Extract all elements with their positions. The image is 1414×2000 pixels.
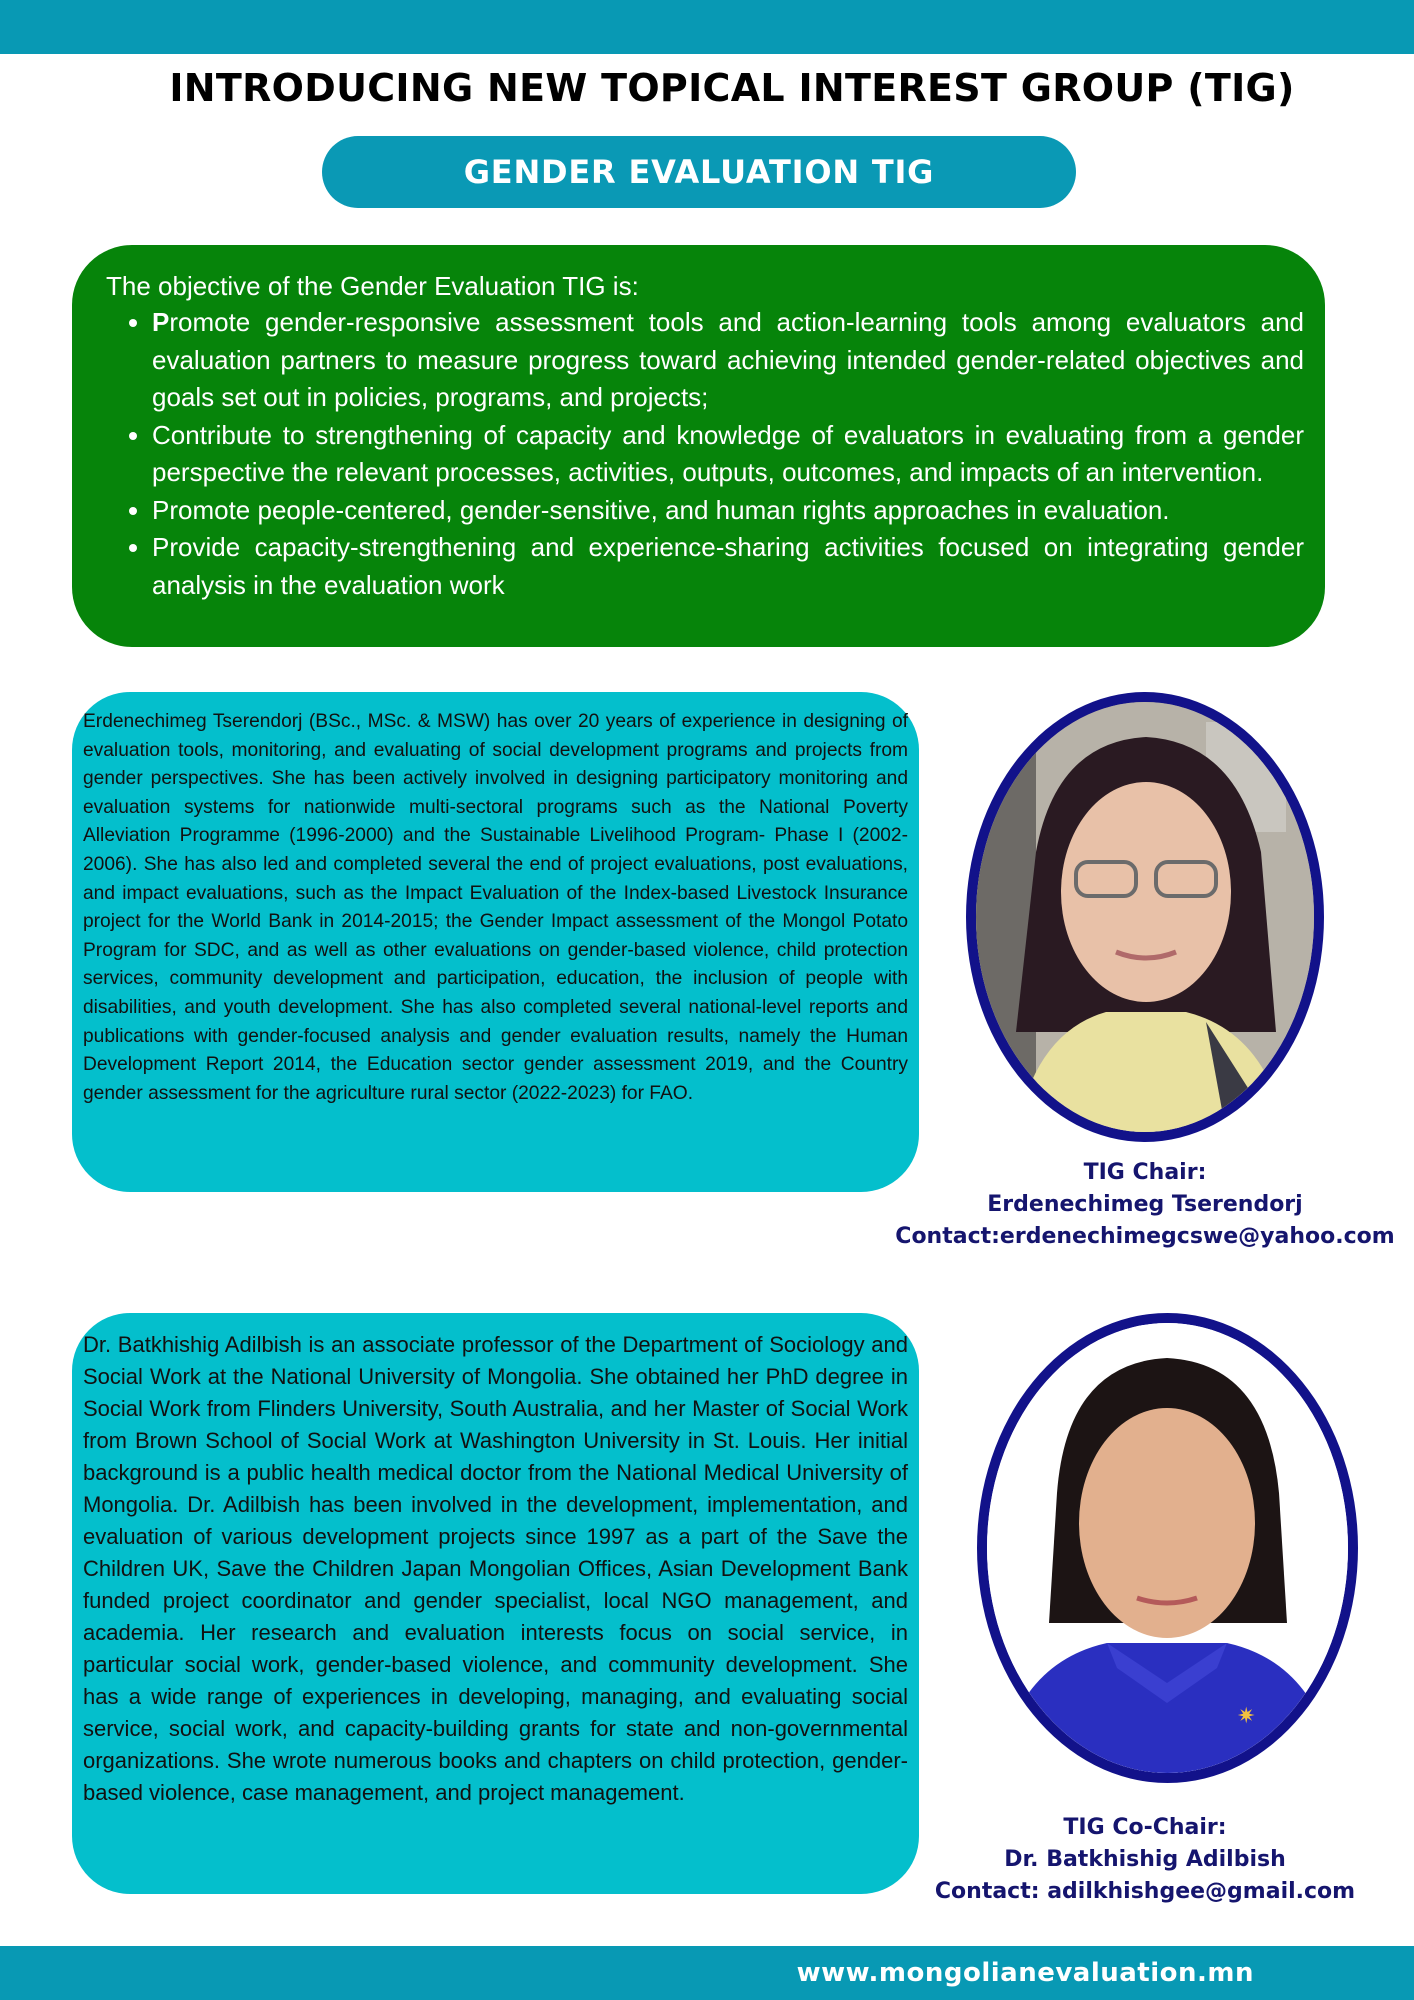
website-link[interactable]: www.mongolianevaluation.mn: [796, 1958, 1254, 1988]
objectives-panel: [72, 245, 1325, 647]
objective-item: [152, 304, 1304, 417]
chair-name: Erdenechimeg Tserendorj: [987, 1192, 1303, 1217]
svg-text:✷: ✷: [1237, 1704, 1256, 1729]
cochair-role: TIG Co-Chair:: [1063, 1815, 1227, 1840]
top-banner: [0, 0, 1414, 54]
cochair-caption: [870, 1812, 1414, 1908]
tig-name-badge: GENDER EVALUATION TIG: [322, 136, 1076, 208]
objective-item: • Promote people-centered, gender-sensitive, and human rights approaches in evaluation.: [152, 492, 1304, 530]
cochair-bio-panel: Dr. Batkhishig Adilbish is an associate professor of the Department of Sociology and Social Work at the National University of Mongolia. She obtained her PhD degree in Social Work from Flinders University, South Australia, and her Master of Social Work from Brown School of Social Work at Washington University in St. Louis. Her initial background is a public health medical doctor from the National Medical University of Mongolia. Dr. Adilbish has been involved in the development, implementation, and evaluation of various development projects since 1997 as a part of the Save the Children UK, Save the Children Japan Mongolian Offices, Asian Development Bank funded project coordinator and gender specialist, local NGO management, and academia. Her research and evaluation interests focus on social service, in particular social work, gender-based violence, and community development. She has a wide range of experiences in developing, managing, and evaluating social service, social work, and capacity-building grants for state and non-governmental organizations. She wrote numerous books and chapters on child protection, gender-based violence, case management, and project management.: [72, 1313, 919, 1894]
page-title: INTRODUCING NEW TOPICAL INTEREST GROUP (TIG): [169, 66, 1295, 110]
cochair-portrait: [977, 1313, 1358, 1783]
objective-text: romote gender-responsive assessment tools and action-learning tools among evaluators and evaluation partners to measure progress toward achieving intended gender-related objectives and goals set out in policies, programs, and projects;: [152, 307, 1304, 412]
objective-item: • Contribute to strengthening of capacity and knowledge of evaluators in evaluating from a gender perspective the relevant processes, activities, outputs, outcomes, and impacts of an intervention.: [152, 417, 1304, 492]
objective-item: • Provide capacity-strengthening and experience-sharing activities focused on integrating gender analysis in the evaluation work: [152, 529, 1304, 604]
chair-caption: [870, 1157, 1414, 1253]
chair-contact[interactable]: Contact:erdenechimegcswe@yahoo.com: [895, 1224, 1395, 1249]
chair-photo: [976, 702, 1314, 1132]
cochair-name: Dr. Batkhishig Adilbish: [1004, 1847, 1286, 1872]
chair-role: TIG Chair:: [1083, 1160, 1207, 1185]
chair-portrait: [966, 692, 1324, 1142]
footer-banner: [0, 1946, 1414, 2000]
cochair-contact[interactable]: Contact: adilkhishgee@gmail.com: [934, 1879, 1356, 1904]
objective-initial: P: [152, 307, 170, 337]
objectives-intro: The objective of the Gender Evaluation TIG is:: [106, 271, 639, 301]
chair-bio-panel: Erdenechimeg Tserendorj (BSc., MSc. & MSW) has over 20 years of experience in designing of evaluation tools, monitoring, and evaluating of social development programs and projects from gender perspectives. She has been actively involved in designing participatory monitoring and evaluation systems for nationwide multi-sectoral programs such as the National Poverty Alleviation Programme (1996-2000) and the Sustainable Livelihood Program- Phase I (2002-2006). She has also led and completed several the end of project evaluations, post evaluations, and impact evaluations, such as the Impact Evaluation of the Index-based Livestock Insurance project for the World Bank in 2014-2015; the Gender Impact assessment of the Mongol Potato Program for SDC, and as well as other evaluations on gender-based violence, child protection services, community development and participation, education, the inclusion of people with disabilities, and youth development. She has also completed several national-level reports and publications with gender-focused analysis and gender evaluation results, namely the Human Development Report 2014, the Education sector gender assessment 2019, and the Country gender assessment for the agriculture rural sector (2022-2023) for FAO.: [72, 692, 919, 1192]
cochair-photo: [987, 1323, 1348, 1773]
objectives-list: [106, 304, 1304, 604]
